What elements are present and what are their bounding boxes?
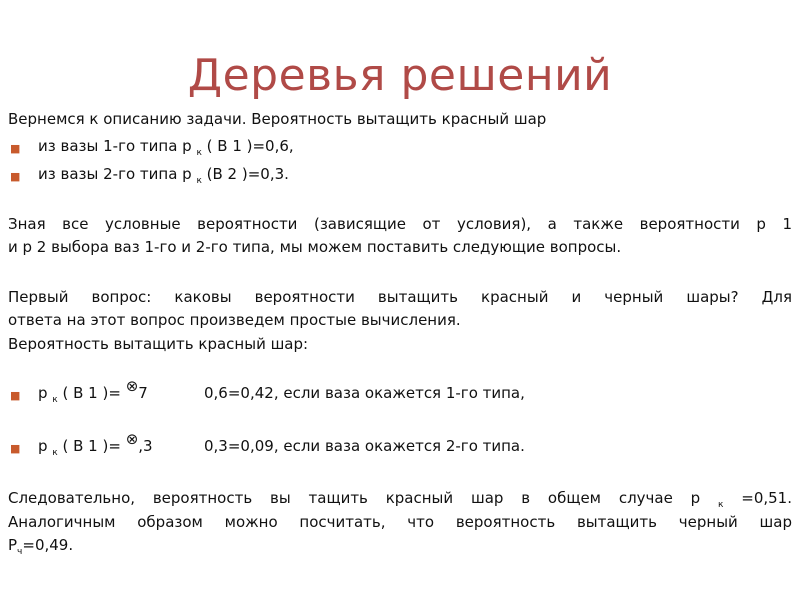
calc-row-2-result: 0,3=0,09, если ваза окажется 2-го типа. (204, 437, 525, 455)
bullet-marker-icon: ■ (10, 442, 21, 455)
intro-text: Вернемся к описанию задачи. Вероятность вытащить красный шар (8, 110, 547, 128)
otimes-symbol-icon: ⊗ (125, 377, 139, 395)
otimes-symbol-icon: ⊗ (125, 430, 139, 448)
bullet-item-1: из вазы 1-го типа р $_к$ ( В 1 )=0,6, (38, 137, 294, 158)
paragraph-2-line-1: Первый вопрос: каковы вероятности вытащить красный и черный шары? Для (8, 288, 792, 306)
calc-row-2: р $_к$ ( В 1 )= ⊗,3 (38, 430, 153, 458)
calc-row-1: р $_к$ ( В 1 )= ⊗7 (38, 377, 148, 405)
bullet-marker-icon: ■ (10, 142, 21, 155)
conclusion-line-2: Аналогичным образом можно посчитать, что вероятность вытащить черный шар (8, 513, 792, 531)
bullet-item-2: из вазы 2-го типа р $_к$ (В 2 )=0,3. (38, 165, 289, 186)
slide-title: Деревья решений (187, 50, 613, 101)
bullet-marker-icon: ■ (10, 170, 21, 183)
calc-row-1-result: 0,6=0,42, если ваза окажется 1-го типа, (204, 384, 525, 402)
paragraph-1-line-1: Зная все условные вероятности (зависящие от условия), а также вероятности р 1 (8, 215, 792, 233)
paragraph-2-line-2: ответа на этот вопрос произведем простые вычисления. (8, 311, 461, 329)
paragraph-1-line-2: и р 2 выбора ваз 1-го и 2-го типа, мы можем поставить следующие вопросы. (8, 238, 622, 256)
conclusion-line-3: $Р_ч=0,49$. (8, 536, 74, 557)
conclusion-line-1: Следовательно, вероятность вы тащить красный шар в общем случае р $_к$ =0,51. (8, 489, 792, 510)
bullet-marker-icon: ■ (10, 389, 21, 402)
paragraph-3: Вероятность вытащить красный шар: (8, 335, 309, 353)
